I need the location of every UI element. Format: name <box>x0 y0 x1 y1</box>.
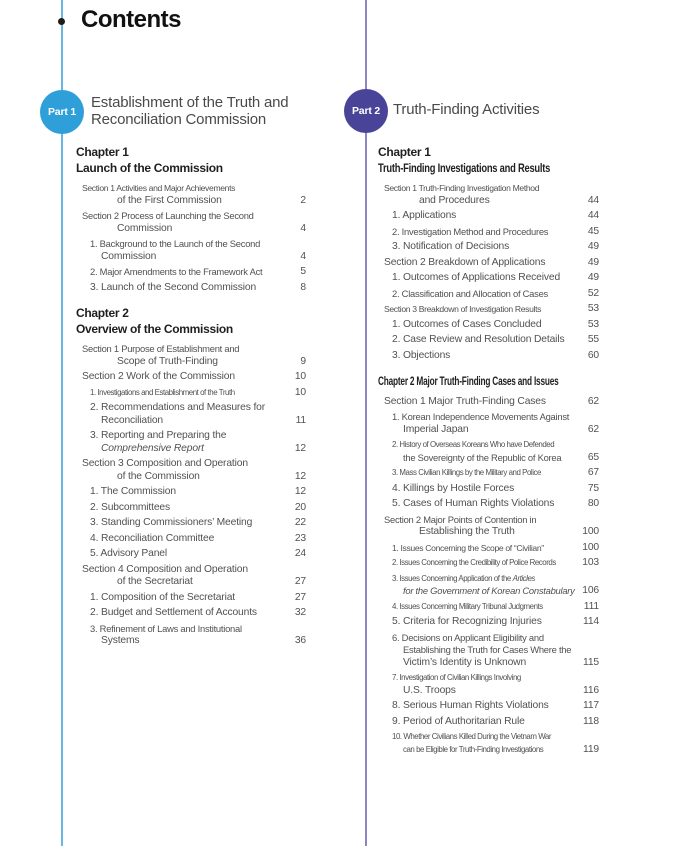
toc-entry <box>76 548 306 561</box>
toc-entry-text <box>392 288 583 301</box>
toc-entry <box>378 498 599 511</box>
part2-title <box>393 102 539 119</box>
toc-entry <box>378 557 599 570</box>
toc-entry-text <box>392 616 579 629</box>
toc-entry-text <box>392 632 579 670</box>
toc-entry-line: 1. Korean Independence Movements Against <box>392 411 570 422</box>
toc-entry-text <box>90 486 290 499</box>
chapter-heading <box>378 145 599 176</box>
toc-entry-line: Section 2 Work of the Commission <box>82 371 235 382</box>
toc-entry-line: 3. Standing Commissioners’ Meeting <box>90 517 253 528</box>
toc-entry <box>378 439 599 464</box>
toc-entry-line: 10. Whether Civilians Killed During the Vietnam War <box>392 732 552 741</box>
toc-entry-text <box>392 700 579 713</box>
part2-title-line1: Truth-Finding Activities <box>393 101 540 118</box>
part2-toc-column <box>378 145 599 768</box>
page-number: 118 <box>583 715 599 727</box>
page-number: 67 <box>587 467 599 478</box>
toc-entry-text <box>392 557 578 570</box>
page-number: 111 <box>583 600 599 612</box>
page-number: 53 <box>587 318 599 330</box>
toc-entry-line: 6. Decisions on Applicant Eligibility and <box>392 631 544 643</box>
toc-entry-line: Section 1 Purpose of Establishment and <box>82 343 240 354</box>
toc-entry-line: Commission <box>101 250 157 262</box>
toc-entry <box>378 716 599 729</box>
toc-entry-line: 2. Recommendations and Measures for <box>90 402 266 413</box>
toc-entry <box>378 573 599 598</box>
toc-entry-text <box>90 282 290 295</box>
toc-entry-text <box>392 467 583 480</box>
page-number: 12 <box>294 486 306 497</box>
toc-entry <box>76 486 306 499</box>
toc-entry-line: Comprehensive Report <box>101 442 204 454</box>
toc-entry <box>378 601 599 614</box>
toc-entry-text <box>90 238 290 263</box>
toc-entry <box>378 241 599 254</box>
page-number: 27 <box>294 576 306 587</box>
toc-entry-line: 3. Refinement of Laws and Institutional <box>90 622 242 634</box>
toc-entry-line: Section 2 Breakdown of Applications <box>384 256 546 268</box>
toc-entry-line: 2. Major Amendments to the Framework Act <box>90 266 263 277</box>
page-number: 65 <box>587 451 599 463</box>
page-number: 116 <box>583 684 599 696</box>
toc-entry-line: 2. Issues Concerning the Credibility of Police Records <box>392 558 556 567</box>
page-title: Contents <box>81 6 181 33</box>
toc-entry-line: Section 3 Breakdown of Investigation Results <box>384 304 542 314</box>
toc-entry-text <box>392 272 583 285</box>
toc-entry-line: 2. Budget and Settlement of Accounts <box>90 607 257 618</box>
page-number: 119 <box>583 743 599 755</box>
toc-entry-line: 5. Criteria for Recognizing Injuries <box>392 616 542 627</box>
page-number: 4 <box>300 250 306 262</box>
part1-title-line2: Reconciliation Commission <box>91 110 267 128</box>
page-number: 62 <box>587 395 599 407</box>
toc-entry <box>76 607 306 620</box>
toc-entry-line: Establishing the Truth <box>419 526 515 537</box>
part1-title <box>91 95 288 128</box>
toc-entry-line: can be Eligible for Truth-Finding Investigations <box>403 744 544 754</box>
part1-title-line1: Establishment of the Truth and <box>91 94 289 111</box>
toc-entry-line: of the Secretariat <box>117 576 193 587</box>
toc-entry <box>378 467 599 480</box>
toc-entry-line: Reconciliation <box>101 414 164 426</box>
toc-entry-line: 5. Advisory Panel <box>90 548 168 559</box>
toc-entry-line: 3. Notification of Decisions <box>392 241 510 252</box>
toc-entry-line: Victim’s Identity is Unknown <box>403 656 527 668</box>
chapter <box>378 374 599 756</box>
toc-entry-text <box>384 303 583 316</box>
toc-entry-text <box>90 533 290 546</box>
chapter-heading-line: Truth-Finding Investigations and Results <box>378 160 551 175</box>
toc-entry <box>378 616 599 629</box>
toc-entry-text <box>82 182 290 207</box>
toc-entry-line: 2. Subcommittees <box>90 501 171 513</box>
page-number: 103 <box>582 557 599 568</box>
page-number: 2 <box>300 194 306 206</box>
toc-entry <box>76 387 306 400</box>
toc-entry-line: 2. History of Overseas Koreans Who have Defended <box>392 440 555 449</box>
page-number: 53 <box>587 303 599 314</box>
toc-entry-text <box>392 439 583 464</box>
toc-entry-line: Section 1 Major Truth-Finding Cases <box>384 395 546 407</box>
toc-entry <box>76 182 306 207</box>
toc-entry-text <box>384 182 583 207</box>
toc-entry-line: 1. Composition of the Secretariat <box>90 591 236 603</box>
toc-entry-line: 2. Classification and Allocation of Cases <box>392 287 548 299</box>
part2-badge: Part 2 <box>344 89 388 133</box>
toc-entry-line: 2. Investigation Method and Procedures <box>392 225 549 237</box>
page-number: 32 <box>294 607 306 618</box>
toc-entry-line: 8. Serious Human Rights Violations <box>392 700 549 711</box>
toc-entry-line: of the Commission <box>117 470 200 482</box>
page-number: 12 <box>294 470 306 482</box>
toc-entry-line: 7. Investigation of Civilian Killings Involving <box>392 673 521 682</box>
toc-entry <box>76 371 306 384</box>
toc-entry-line: Section 2 Major Points of Contention in <box>384 513 537 525</box>
page-number: 100 <box>582 541 599 553</box>
chapter-heading-line: Chapter 2 <box>76 306 129 320</box>
page-number: 62 <box>587 423 599 435</box>
toc-entry-text <box>90 266 290 279</box>
page-number: 60 <box>587 349 599 361</box>
toc-entry-text <box>384 257 583 270</box>
toc-entry <box>76 564 306 589</box>
toc-entry-line: 1. Investigations and Establishment of the Truth <box>90 387 235 397</box>
toc-entry <box>76 517 306 530</box>
toc-entry-text <box>384 396 583 409</box>
toc-entry <box>378 632 599 670</box>
chapter-heading-line: Chapter 1 <box>76 145 129 159</box>
chapter <box>378 145 599 362</box>
toc-entry <box>76 623 306 648</box>
toc-entry-line: 1. Outcomes of Cases Concluded <box>392 318 542 330</box>
toc-entry-text <box>392 573 578 598</box>
toc-entry <box>378 483 599 496</box>
page-number: 36 <box>294 635 306 646</box>
page-number: 114 <box>583 616 599 627</box>
toc-entry <box>76 533 306 546</box>
chapter-heading <box>378 374 599 390</box>
toc-entry-text <box>82 371 290 384</box>
page-number: 49 <box>587 241 599 252</box>
page-number: 4 <box>300 222 306 234</box>
toc-entry-text <box>90 607 290 620</box>
page-number: 44 <box>587 194 599 206</box>
toc-entry <box>76 343 306 368</box>
chapter-heading-line: Chapter 2 Major Truth-Finding Cases and Issues <box>378 374 559 388</box>
toc-entry-text <box>392 210 583 223</box>
toc-entry-text <box>82 210 290 235</box>
toc-entry-text <box>384 514 578 539</box>
page-number: 8 <box>300 281 306 293</box>
toc-entry-line: 4. Issues Concerning Military Tribunal Judgments <box>392 601 543 611</box>
toc-entry-line: 3. Launch of the Second Commission <box>90 281 257 293</box>
toc-entry-line: 3. Reporting and Preparing the <box>90 430 227 441</box>
toc-entry-line: Establishing the Truth for Cases Where the <box>403 644 572 655</box>
toc-entry <box>378 542 599 555</box>
toc-entry-line: 3. Objections <box>392 349 451 361</box>
toc-entry-line: 1. Issues Concerning the Scope of “Civilian” <box>392 542 544 553</box>
toc-entry-line: Section 1 Truth-Finding Investigation Method <box>384 183 540 193</box>
page-number: 12 <box>294 442 306 454</box>
toc-entry <box>378 514 599 539</box>
toc-entry-text <box>392 731 579 756</box>
toc-entry <box>76 430 306 455</box>
toc-entry-line: 1. Background to the Launch of the Second <box>90 238 261 249</box>
toc-entry-line: U.S. Troops <box>403 684 456 696</box>
toc-entry-line: Section 1 Activities and Major Achievements <box>82 183 236 193</box>
page-number: 117 <box>583 700 599 711</box>
toc-entry <box>76 592 306 605</box>
toc-entry-text <box>392 601 580 614</box>
toc-entry-line: Section 3 Composition and Operation <box>82 458 248 469</box>
toc-entry <box>378 182 599 207</box>
toc-entry-text <box>392 672 579 697</box>
toc-entry-text <box>82 458 290 483</box>
toc-entry-line: Imperial Japan <box>403 423 469 435</box>
toc-entry-text <box>392 483 583 496</box>
toc-entry-line: the Sovereignty of the Republic of Korea <box>403 451 562 463</box>
toc-entry-text <box>392 411 583 436</box>
toc-entry <box>378 288 599 301</box>
toc-entry-text <box>90 517 290 530</box>
page-number: 23 <box>294 532 306 544</box>
toc-entry <box>378 272 599 285</box>
toc-entry-text <box>82 564 290 589</box>
toc-entry-text <box>392 226 583 239</box>
chapter-heading <box>76 306 306 337</box>
toc-entry-line: 1. Outcomes of Applications Received <box>392 272 561 283</box>
chapter <box>76 306 306 648</box>
page-number: 100 <box>582 526 599 537</box>
page-number: 5 <box>300 266 306 277</box>
page-number: 44 <box>587 210 599 221</box>
toc-entry-text <box>392 319 583 332</box>
toc-entry-text <box>90 623 290 648</box>
chapter <box>76 145 306 294</box>
toc-entry-text <box>392 498 583 511</box>
toc-entry <box>378 226 599 239</box>
toc-entry-text <box>90 402 290 427</box>
toc-entry-line: of the First Commission <box>117 194 222 206</box>
page-number: 80 <box>587 498 599 509</box>
toc-entry <box>378 700 599 713</box>
toc-entry <box>378 411 599 436</box>
part1-badge: Part 1 <box>40 90 84 134</box>
toc-entry-line: for the Government of Korean Constabulary <box>403 585 575 596</box>
toc-entry-text <box>392 542 578 555</box>
toc-entry-line: 4. Reconciliation Committee <box>90 532 215 544</box>
toc-entry-line: 4. Killings by Hostile Forces <box>392 482 515 494</box>
toc-entry-line: 1. Applications <box>392 210 457 221</box>
chapter-heading-line: Overview of the Commission <box>76 321 233 336</box>
toc-entry <box>378 396 599 409</box>
page-number: 55 <box>587 334 599 345</box>
toc-entry-text <box>90 592 290 605</box>
page-number: 24 <box>294 548 306 559</box>
toc-entry-text <box>392 716 579 729</box>
toc-entry-text <box>90 548 290 561</box>
toc-entry-text <box>392 241 583 254</box>
page-number: 11 <box>295 414 306 426</box>
toc-entry-line: Section 2 Process of Launching the Second <box>82 210 254 221</box>
toc-entry <box>76 458 306 483</box>
toc-entry-line: 1. The Commission <box>90 486 176 497</box>
toc-entry-line: Systems <box>101 635 140 646</box>
toc-entry-text <box>90 430 290 455</box>
toc-entry-line: 9. Period of Authoritarian Rule <box>392 715 525 727</box>
page-number: 22 <box>294 517 306 528</box>
toc-entry <box>76 266 306 279</box>
page-number: 115 <box>583 656 599 668</box>
toc-entry <box>378 731 599 756</box>
toc-entry <box>76 502 306 515</box>
chapter-heading-line: Chapter 1 <box>378 145 431 159</box>
toc-entry <box>378 210 599 223</box>
page-number: 10 <box>294 371 306 382</box>
toc-entry-line: and Procedures <box>419 194 490 206</box>
toc-entry-line: 2. Case Review and Resolution Details <box>392 334 565 345</box>
toc-entry <box>378 672 599 697</box>
toc-entry-line: 3. Issues Concerning Application of the Articles <box>392 573 535 583</box>
chapter-heading <box>76 145 306 176</box>
page-number: 45 <box>587 225 599 237</box>
toc-entry <box>378 303 599 316</box>
page-number: 106 <box>582 585 599 596</box>
page-number: 75 <box>587 482 599 494</box>
toc-entry <box>378 257 599 270</box>
toc-entry-text <box>392 334 583 347</box>
toc-entry <box>76 282 306 295</box>
page-number: 49 <box>587 256 599 268</box>
toc-entry-text <box>90 502 290 515</box>
page-number: 52 <box>587 287 599 299</box>
page-number: 10 <box>294 386 306 398</box>
title-bullet-icon <box>58 18 65 25</box>
toc-entry-text <box>392 350 583 363</box>
toc-entry <box>76 402 306 427</box>
toc-entry <box>378 350 599 363</box>
page-number: 49 <box>587 272 599 283</box>
toc-entry <box>378 334 599 347</box>
page-number: 20 <box>294 501 306 513</box>
toc-entry-line: 5. Cases of Human Rights Violations <box>392 498 555 509</box>
toc-entry-line: 3. Mass Civilian Killings by the Military and Police <box>392 468 541 477</box>
toc-entry-text <box>90 387 290 400</box>
part1-toc-column <box>76 145 306 660</box>
page-number: 9 <box>300 355 306 367</box>
toc-entry-line: Commission <box>117 222 173 234</box>
chapter-heading-line: Launch of the Commission <box>76 160 223 175</box>
toc-entry-text <box>82 343 290 368</box>
toc-entry <box>76 210 306 235</box>
toc-entry-line: Section 4 Composition and Operation <box>82 563 248 575</box>
toc-entry <box>378 319 599 332</box>
toc-entry <box>76 238 306 263</box>
page-number: 27 <box>294 591 306 603</box>
toc-entry-line: Scope of Truth-Finding <box>117 355 218 367</box>
